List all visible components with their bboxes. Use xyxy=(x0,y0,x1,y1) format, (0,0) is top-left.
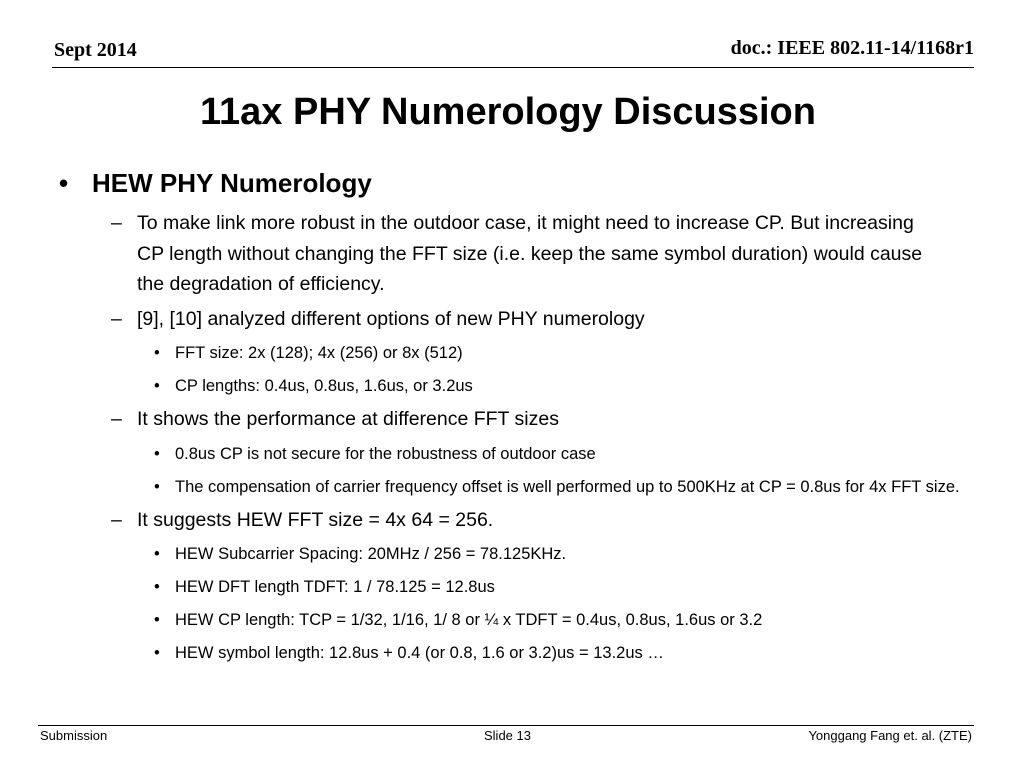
sub-list-item xyxy=(0,474,960,501)
slide-body xyxy=(0,166,1024,667)
list-item-text: [9], [10] analyzed different options of new PHY numerology xyxy=(137,307,645,330)
sub-list-item-text: HEW DFT length TDFT: 1 / 78.125 = 12.8us xyxy=(175,578,495,596)
bullet-icon: • xyxy=(154,545,160,563)
sub-list-item xyxy=(0,373,960,400)
list-item xyxy=(0,208,937,300)
sub-list-item-text: HEW Subcarrier Spacing: 20MHz / 256 = 78.125KHz. xyxy=(175,545,567,563)
sub-list-item-text: CP lengths: 0.4us, 0.8us, 1.6us, or 3.2us xyxy=(175,377,473,395)
list-item-text: It suggests HEW FFT size = 4x 64 = 256. xyxy=(137,508,494,531)
sub-list-item xyxy=(0,541,960,568)
footer-submission: Submission xyxy=(40,728,108,743)
slide-title: 11ax PHY Numerology Discussion xyxy=(200,91,816,133)
sub-list-item-text: HEW CP length: TCP = 1/32, 1/16, 1/ 8 or ¼ x TDFT = 0.4us, 0.8us, 1.6us or 3.2 xyxy=(175,611,763,629)
bullet-icon: • xyxy=(154,444,160,463)
dash-icon: – xyxy=(111,408,122,430)
sub-list-item-text: 0.8us CP is not secure for the robustness of outdoor case xyxy=(175,444,596,463)
footer-authors: Yonggang Fang et. al. (ZTE) xyxy=(808,728,972,743)
sub-list-item xyxy=(0,574,960,601)
header-date: Sept 2014 xyxy=(54,39,137,61)
header-divider xyxy=(52,67,974,68)
sub-list-item xyxy=(0,441,960,468)
footer-divider xyxy=(38,725,974,726)
bullet-icon: • xyxy=(154,377,160,395)
bullet-icon: • xyxy=(154,644,160,662)
list-item-text: To make link more robust in the outdoor case, it might need to increase CP. But increasing CP length without changing the FFT size (i.e. keep the same symbol duration) would cause the degradation of efficiency. xyxy=(137,212,923,295)
dash-icon: – xyxy=(111,508,122,531)
list-item xyxy=(0,505,937,536)
bullet-icon: • xyxy=(154,477,160,496)
bullet-icon: • xyxy=(59,168,69,198)
sub-list-item-text: FFT size: 2x (128); 4x (256) or 8x (512) xyxy=(175,344,463,362)
bullet-heading-text: HEW PHY Numerology xyxy=(92,168,372,198)
sub-list-item xyxy=(0,340,960,367)
dash-icon: – xyxy=(111,212,122,234)
bullet-icon: • xyxy=(154,344,160,362)
sub-list-item-text: HEW symbol length: 12.8us + 0.4 (or 0.8, 1.6 or 3.2)us = 13.2us … xyxy=(175,644,664,662)
footer-slide-number: Slide 13 xyxy=(484,728,531,743)
bullet-icon: • xyxy=(154,611,160,629)
bullet-icon: • xyxy=(154,578,160,596)
list-item xyxy=(0,304,937,335)
sub-list-item xyxy=(0,640,960,667)
header-doc-id: doc.: IEEE 802.11-14/1168r1 xyxy=(730,37,974,59)
sub-list-item-text: The compensation of carrier frequency offset is well performed up to 500KHz at CP = 0.8us for 4x FFT size. xyxy=(175,477,960,496)
list-item-text: It shows the performance at difference FFT sizes xyxy=(137,408,559,430)
dash-icon: – xyxy=(111,307,122,330)
bullet-heading xyxy=(0,166,1024,204)
sub-list-item xyxy=(0,607,960,634)
list-item xyxy=(0,404,937,435)
